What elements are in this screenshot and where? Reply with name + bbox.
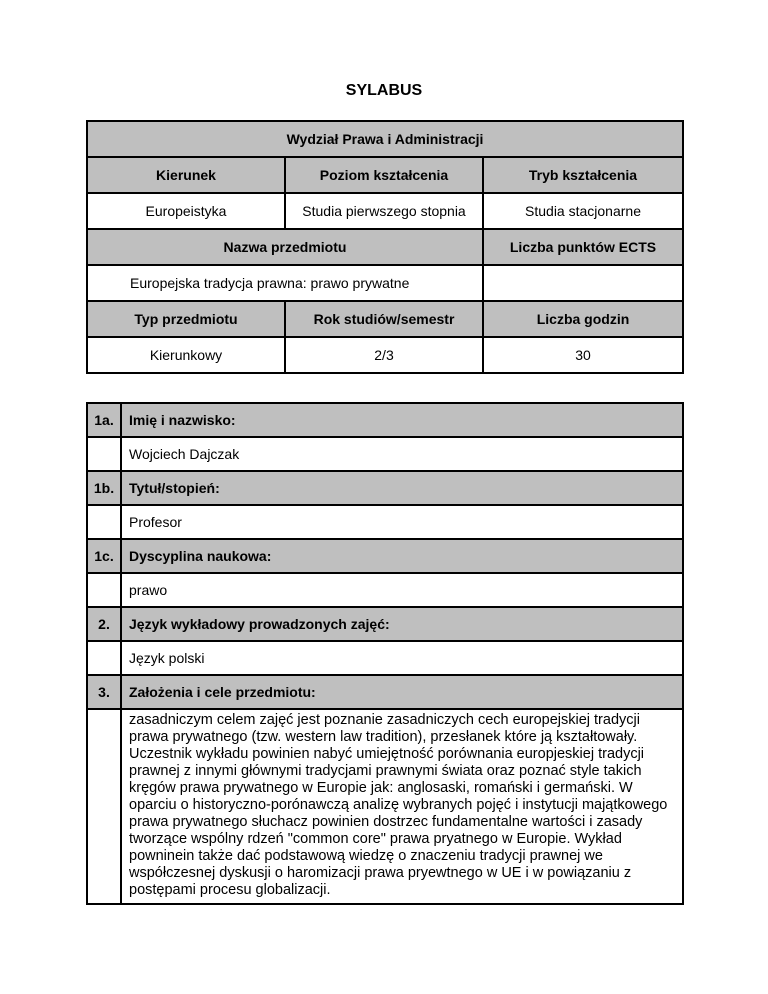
empty-cell bbox=[87, 709, 121, 904]
section-label: Imię i nazwisko: bbox=[121, 403, 683, 437]
section-label: Założenia i cele przedmiotu: bbox=[121, 675, 683, 709]
section-number: 3. bbox=[87, 675, 121, 709]
level-value: Studia pierwszego stopnia bbox=[285, 193, 483, 229]
hours-value: 30 bbox=[483, 337, 683, 373]
section-value: Język polski bbox=[121, 641, 683, 675]
section-number: 1c. bbox=[87, 539, 121, 573]
field-label: Kierunek bbox=[87, 157, 285, 193]
field-value: Europeistyka bbox=[87, 193, 285, 229]
year-semester-value: 2/3 bbox=[285, 337, 483, 373]
ects-value bbox=[483, 265, 683, 301]
document-title: SYLABUS bbox=[345, 82, 423, 99]
course-type-label: Typ przedmiotu bbox=[87, 301, 285, 337]
ects-label: Liczba punktów ECTS bbox=[483, 229, 683, 265]
subject-name-label: Nazwa przedmiotu bbox=[87, 229, 483, 265]
mode-value: Studia stacjonarne bbox=[483, 193, 683, 229]
year-semester-label: Rok studiów/semestr bbox=[285, 301, 483, 337]
level-label: Poziom kształcenia bbox=[285, 157, 483, 193]
course-goals-text: zasadniczym celem zajęć jest poznanie zasadniczych cech europejskiej tradycji prawa prywatnego (tzw. western law tradition), przesłanek które ją kształtowały. Uczestnik wykładu powinien nabyć umiejętność porównania europjeskiej tradycji prawnej z innymi głównymi tradycjami prawnymi świata oraz poznać style takich kręgów prawa prywatnego w Europie jak: anglosaski, romański i germański. W oparciu o historyczno-porónawczą analizę wybranych pojęć i instytucji majątkowego prawa prywatnego słuchacz powinien dostrzec fundamentalne wartości i zasady tworzące wspólny rdzeń "common core" prawa pryatnego w Europie. Wykład powninein także dać podstawową wiedzę o znaczeniu tradycji prawnej we współczesnej dyskusji o haromizacji prawa pryewtnego w UE i w powiązaniu z postępami procesu globalizacji. bbox=[121, 709, 683, 904]
section-label: Język wykładowy prowadzonych zajęć: bbox=[121, 607, 683, 641]
section-label: Tytuł/stopień: bbox=[121, 471, 683, 505]
section-label: Dyscyplina naukowa: bbox=[121, 539, 683, 573]
mode-label: Tryb kształcenia bbox=[483, 157, 683, 193]
course-info-table bbox=[86, 120, 684, 374]
section-number: 1a. bbox=[87, 403, 121, 437]
section-number: 1b. bbox=[87, 471, 121, 505]
subject-name-value: Europejska tradycja prawna: prawo prywatne bbox=[87, 265, 483, 301]
empty-cell bbox=[87, 505, 121, 539]
faculty-name: Wydział Prawa i Administracji bbox=[87, 121, 683, 157]
section-number: 2. bbox=[87, 607, 121, 641]
section-value: Profesor bbox=[121, 505, 683, 539]
hours-label: Liczba godzin bbox=[483, 301, 683, 337]
section-value: Wojciech Dajczak bbox=[121, 437, 683, 471]
section-value: prawo bbox=[121, 573, 683, 607]
instructor-details-table bbox=[86, 402, 684, 905]
empty-cell bbox=[87, 437, 121, 471]
empty-cell bbox=[87, 573, 121, 607]
course-type-value: Kierunkowy bbox=[87, 337, 285, 373]
empty-cell bbox=[87, 641, 121, 675]
